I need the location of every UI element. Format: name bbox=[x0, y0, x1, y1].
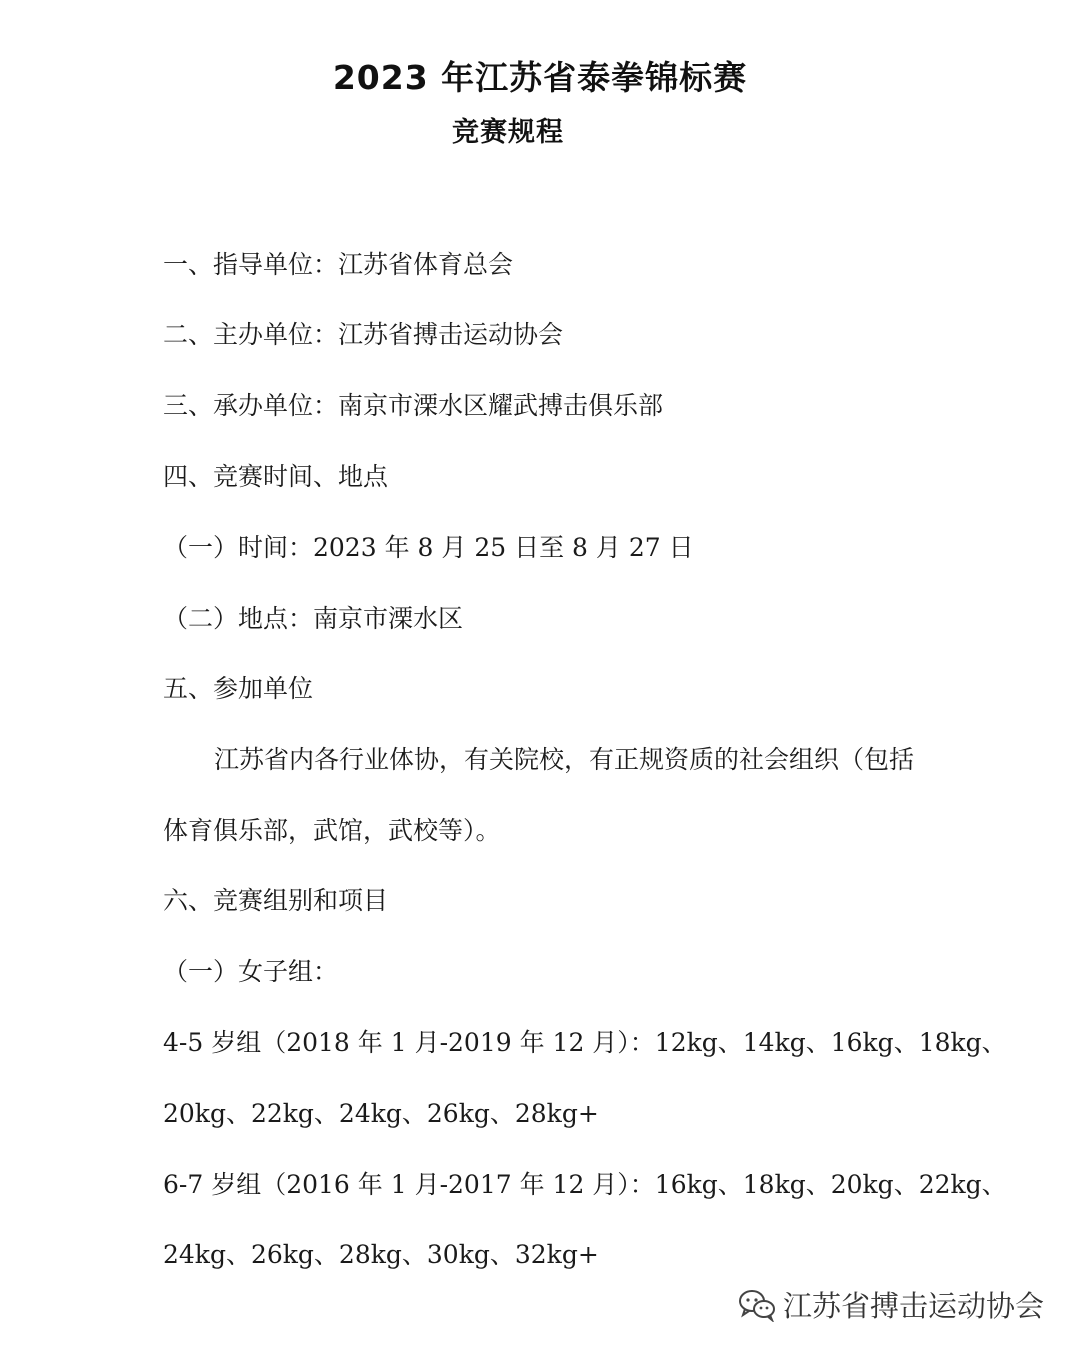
document-title: 2023 年江苏省泰拳锦标赛 bbox=[332, 58, 748, 97]
watermark-text: 江苏省搏击运动协会 bbox=[782, 1289, 1044, 1323]
age-6-7-line-1: 6-7 岁组（2016 年 1 月-2017 年 12 月）：16kg、18kg、20kg、22kg、 bbox=[163, 1170, 1007, 1199]
document-subtitle: 竞赛规程 bbox=[452, 117, 564, 148]
age-4-5-line-1: 4-5 岁组（2018 年 1 月-2019 年 12 月）：12kg、14kg、16kg、18kg、 bbox=[163, 1028, 1007, 1057]
host-unit-line: 二、主办单位：江苏省搏击运动协会 bbox=[163, 320, 564, 349]
participants-heading: 五、参加单位 bbox=[163, 674, 314, 703]
time-place-heading: 四、竞赛时间、地点 bbox=[163, 462, 389, 491]
guiding-unit-line: 一、指导单位：江苏省体育总会 bbox=[163, 250, 514, 279]
participants-paragraph-line-1: 江苏省内各行业体协，有关院校，有正规资质的社会组织（包括 bbox=[214, 745, 915, 774]
time-line: （一）时间：2023 年 8 月 25 日至 8 月 27 日 bbox=[163, 533, 694, 562]
watermark bbox=[737, 1284, 1044, 1325]
place-line: （二）地点：南京市溧水区 bbox=[163, 604, 464, 633]
wechat-icon bbox=[737, 1288, 777, 1322]
organizer-unit-line: 三、承办单位：南京市溧水区耀武搏击俱乐部 bbox=[163, 391, 664, 420]
groups-heading: 六、竞赛组别和项目 bbox=[163, 886, 389, 915]
participants-paragraph-line-2: 体育俱乐部，武馆，武校等）。 bbox=[163, 816, 501, 845]
age-4-5-line-2: 20kg、22kg、24kg、26kg、28kg+ bbox=[163, 1099, 599, 1128]
age-6-7-line-2: 24kg、26kg、28kg、30kg、32kg+ bbox=[163, 1240, 599, 1269]
female-group-heading: （一）女子组： bbox=[163, 957, 339, 986]
